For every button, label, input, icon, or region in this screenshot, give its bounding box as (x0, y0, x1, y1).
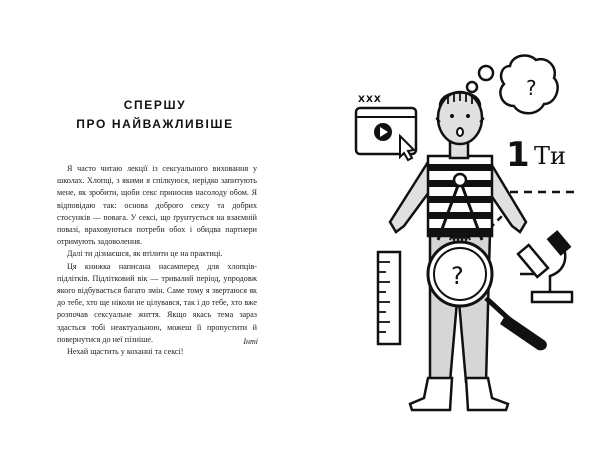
paragraph: Далі ти дізнаєшся, як втілити це на практиці. (67, 249, 223, 259)
ti-label: Ти (534, 142, 567, 170)
number-one-label: 1 (506, 135, 530, 175)
heading-line-1: СПЕРШУ (123, 98, 187, 112)
paragraph: Ця книжка написана насамперед для хлопців-підлітків. Підлітковий вік — тривалий період, упродовж якого відбувається багато змін. Саме тому я звертаюся як до тебе, хто ще ніколи не цілувався, так і до тебе, хто вже розпочав сексуальне життя. Якщо якась тема зараз здасться тобі неактуальною, можеш її пропустити й повернутися до неї пізніше. (57, 261, 257, 344)
ruler-icon (378, 252, 400, 344)
illustration (300, 0, 600, 452)
microscope-icon (518, 230, 572, 302)
xxx-label: XXX (358, 95, 382, 105)
magnifier-question-text: ? (451, 262, 464, 290)
heading-line-2: ПРО НАЙВАЖЛИВІШЕ (76, 117, 234, 131)
paragraph: Нехай щастить у коханні та сексі! (67, 347, 184, 357)
signature: Інті (243, 337, 258, 346)
body-text (57, 163, 257, 358)
question-mark-text: ? (526, 76, 537, 100)
paragraph: Я часто читаю лекції із сексуального виховання у школах. Хлопці, з якими я спілкуюся, нерідко запитують мене, як зробити, щоби секс приносив насолоду обом. Я відповідаю так: основа доброго сексу та добрих стосунків — повага. У сексі, що ґрунтується на взаємній повазі, враховуються потреби обох і обидва партнери отримують задоволення. (57, 164, 257, 247)
